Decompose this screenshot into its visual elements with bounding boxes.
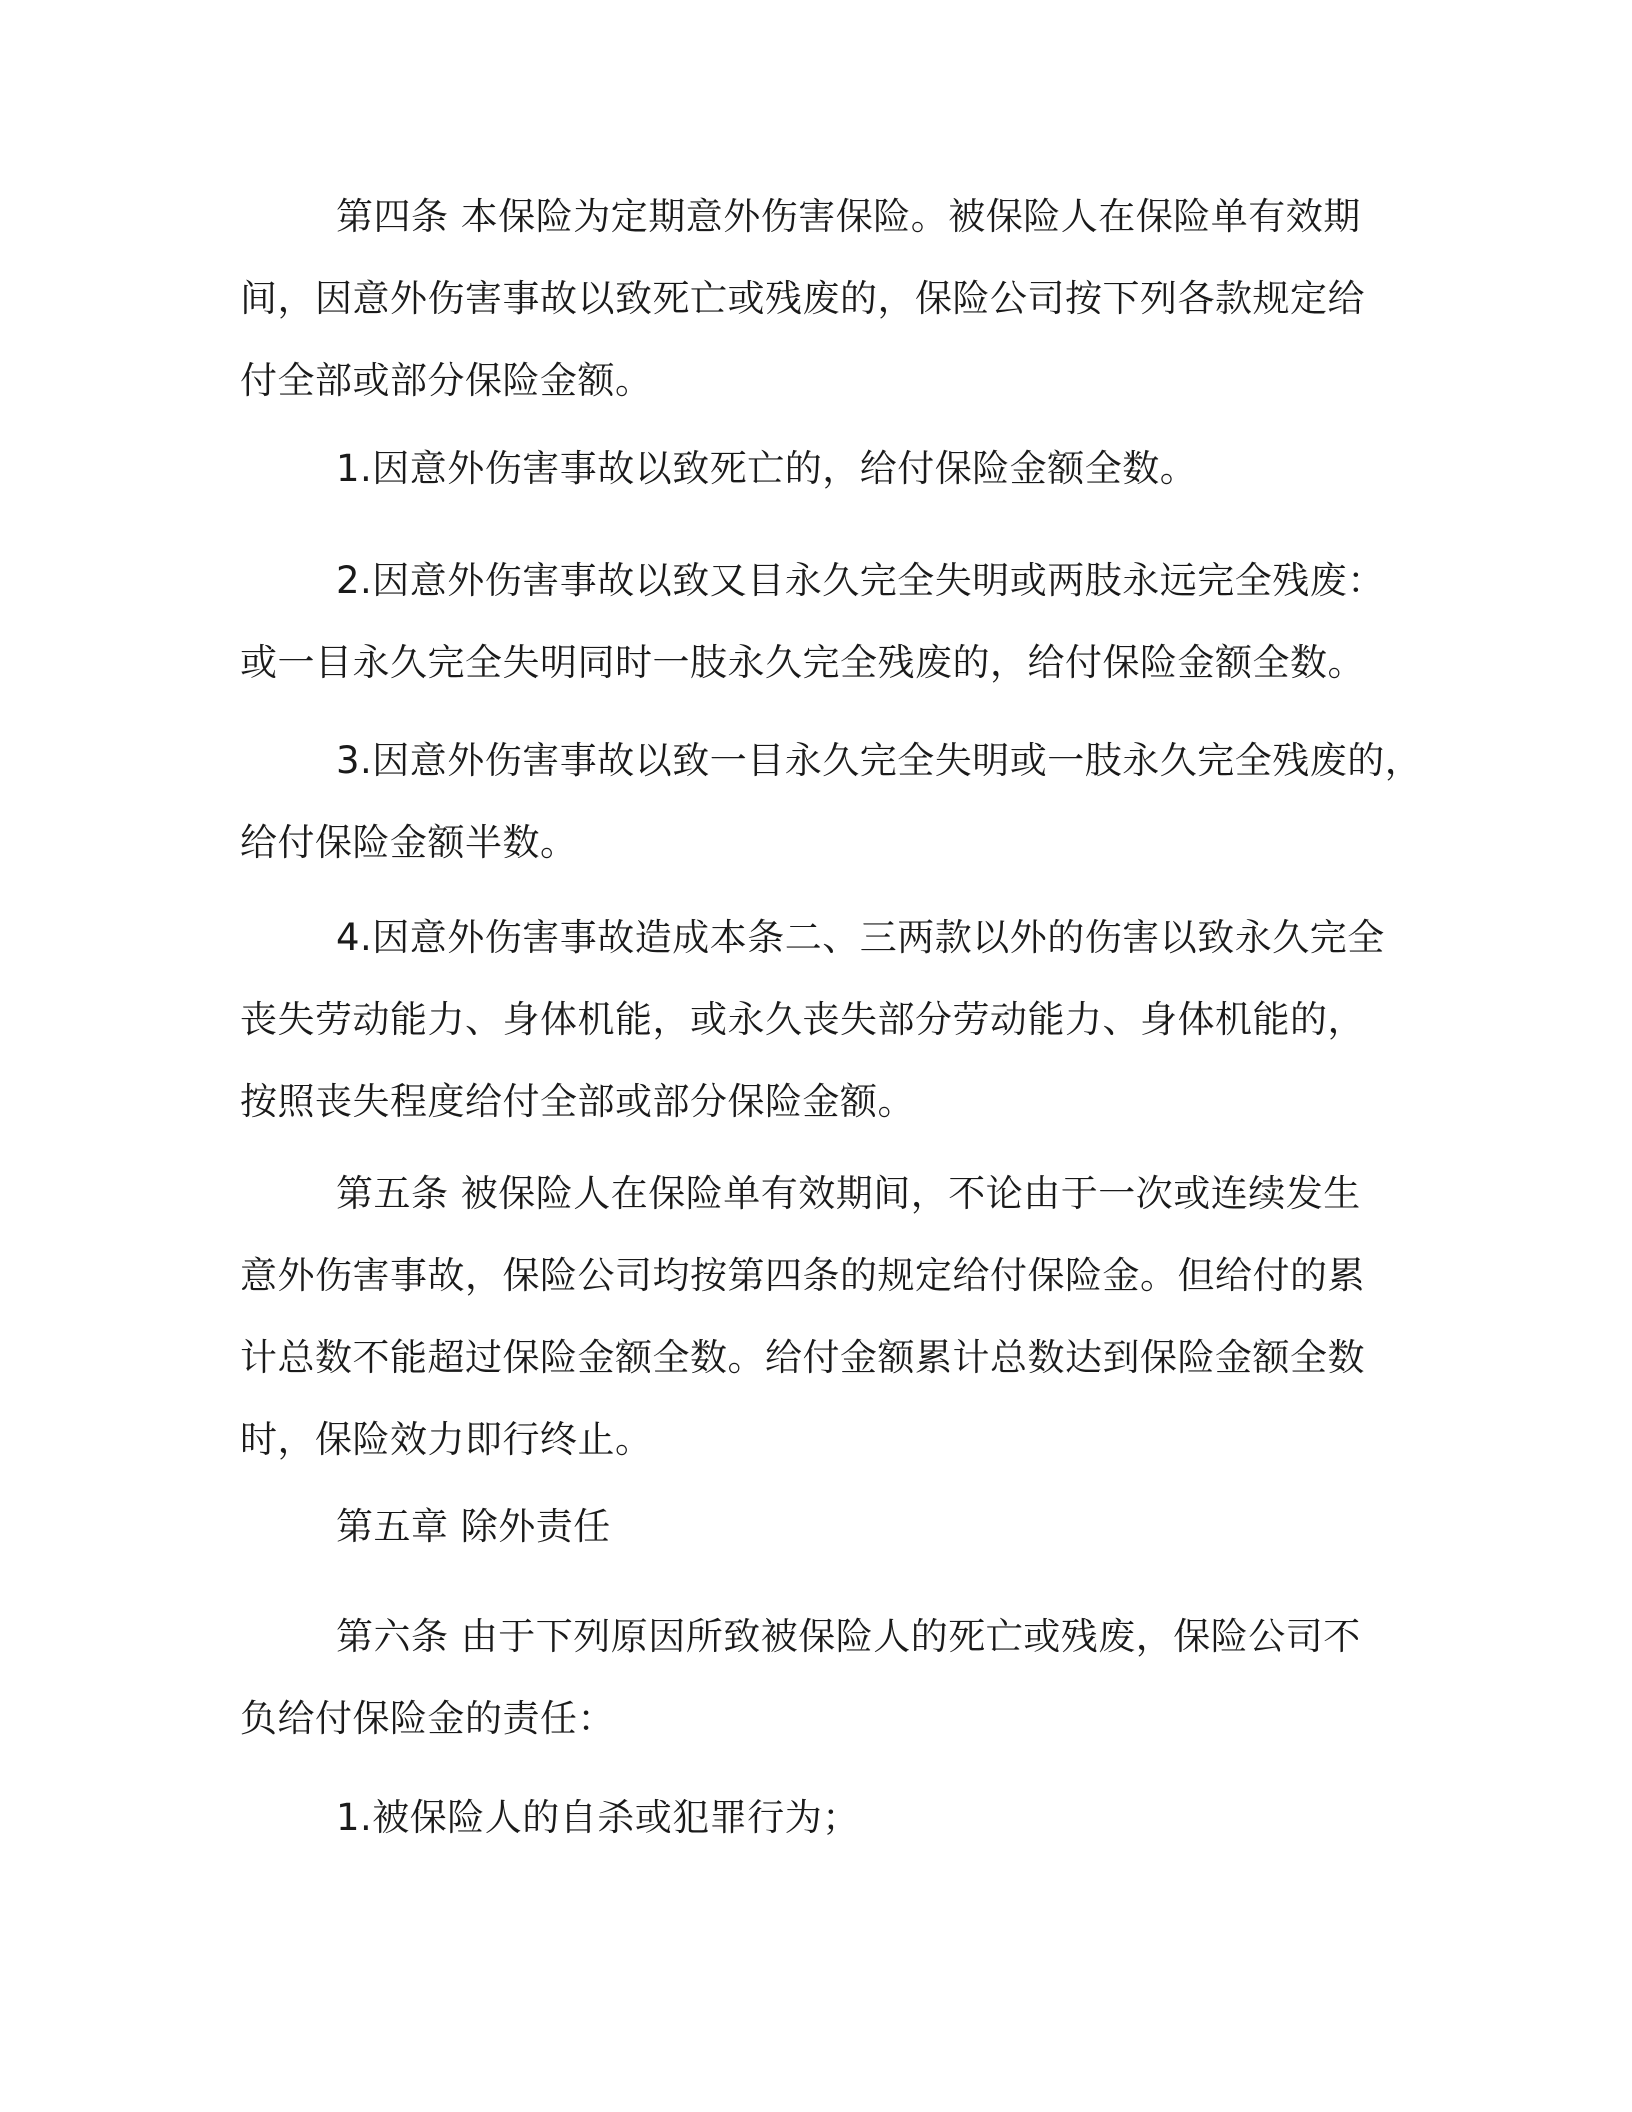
text-line: 第五条 被保险人在保险单有效期间，不论由于一次或连续发生 [336, 1172, 1361, 1215]
text-line: 按照丧失程度给付全部或部分保险金额。 [240, 1080, 915, 1123]
text-line: 意外伤害事故，保险公司均按第四条的规定给付保险金。但给付的累 [240, 1254, 1365, 1297]
text-line: 计总数不能超过保险金额全数。给付金额累计总数达到保险金额全数 [240, 1336, 1365, 1379]
article-4-item-3 [240, 720, 1422, 884]
text-line: 1.因意外伤害事故以致死亡的，给付保险金额全数。 [336, 447, 1198, 490]
text-line: 2.因意外伤害事故以致又目永久完全失明或两肢永远完全残废： [336, 559, 1385, 602]
article-6-item-1 [240, 1777, 860, 1859]
text-line: 付全部或部分保险金额。 [240, 359, 653, 402]
article-4-item-4 [240, 897, 1385, 1143]
article-4-item-1 [240, 428, 1197, 510]
text-line: 1.被保险人的自杀或犯罪行为； [336, 1796, 860, 1839]
text-line: 3.因意外伤害事故以致一目永久完全失明或一肢永久完全残废的， [336, 739, 1423, 782]
article-4-item-2 [240, 540, 1385, 704]
text-line: 第六条 由于下列原因所致被保险人的死亡或残废，保险公司不 [336, 1615, 1361, 1658]
text-line: 给付保险金额半数。 [240, 821, 578, 864]
text-line: 丧失劳动能力、身体机能，或永久丧失部分劳动能力、身体机能的， [240, 998, 1365, 1041]
text-line: 或一目永久完全失明同时一肢永久完全残废的，给付保险金额全数。 [240, 641, 1365, 684]
text-line: 间，因意外伤害事故以致死亡或残废的，保险公司按下列各款规定给 [240, 277, 1365, 320]
article-4-paragraph [240, 176, 1365, 422]
text-line: 第四条 本保险为定期意外伤害保险。被保险人在保险单有效期 [336, 195, 1361, 238]
text-line: 负给付保险金的责任： [240, 1697, 615, 1740]
chapter-title: 第五章 除外责任 [336, 1505, 611, 1548]
article-5-paragraph [240, 1153, 1365, 1481]
chapter-5-heading [240, 1486, 611, 1568]
text-line: 时，保险效力即行终止。 [240, 1418, 653, 1461]
article-6-paragraph [240, 1596, 1361, 1760]
text-line: 4.因意外伤害事故造成本条二、三两款以外的伤害以致永久完全 [336, 916, 1385, 959]
